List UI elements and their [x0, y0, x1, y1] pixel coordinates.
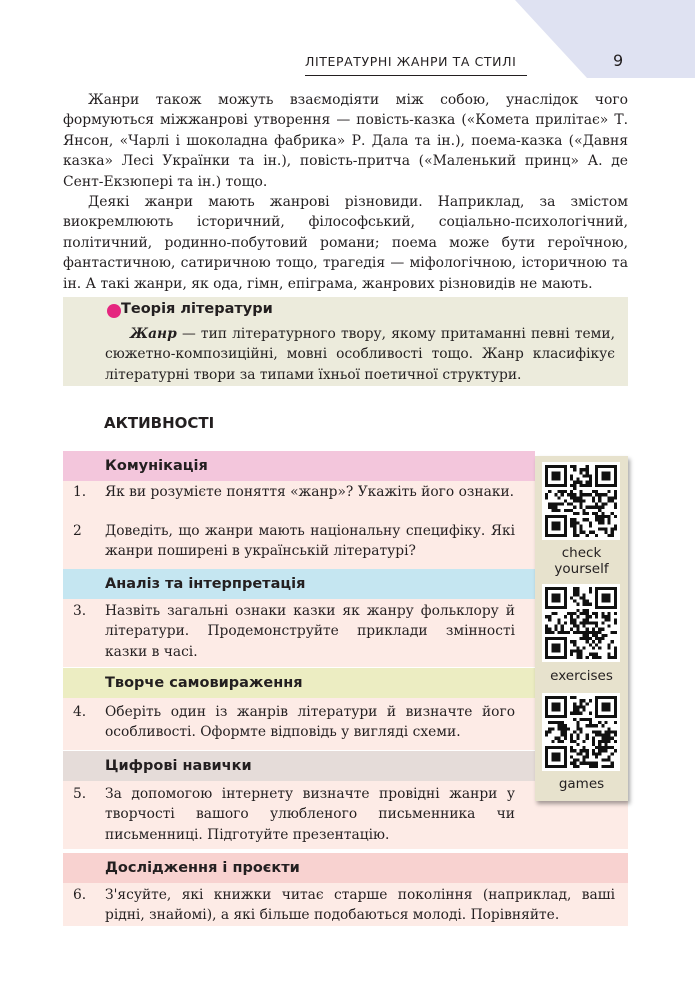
qr-label-exercises: exercises [550, 668, 613, 684]
item-text: З'ясуйте, які книжки читає старше покоління (наприклад, ваші рідні, знайомі), а які більше подобаються молоді. Порівняйте. [105, 887, 615, 924]
qr-strip [535, 456, 628, 801]
item-number: 5. [73, 786, 87, 802]
section-heading-communication: Комунікація [63, 451, 535, 481]
body-text [63, 90, 628, 294]
body-paragraph: Деякі жанри мають жанрові різновиди. Наприклад, за змістом виокремлюють історичний, філософський, соціально-психологічний, політичний, родинно-побутовий романи; поема може бути героїчною, фантастичною, сатиричною тощо, трагедія — міфологічною, історичною та ін. А такі жанри, як ода, гімн, епіграма, жанрових різновидів не мають. [63, 194, 628, 292]
section-heading-creative: Творче самовираження [63, 668, 535, 698]
list-item [63, 521, 535, 569]
qr-code-icon[interactable] [542, 584, 620, 662]
running-title: ЛІТЕРАТУРНІ ЖАНРИ ТА СТИЛІ [305, 54, 517, 69]
qr-code-icon[interactable] [542, 693, 620, 771]
item-number: 6. [73, 887, 87, 903]
theory-term: Жанр [130, 326, 177, 342]
qr-label-games: games [558, 776, 605, 792]
item-number: 3. [73, 603, 87, 619]
header-rule [305, 75, 527, 76]
item-text: Назвіть загальні ознаки казки як жанру фольклору й літератури. Продемонструйте приклади змінності казки в часі. [105, 603, 515, 660]
theory-box [63, 297, 628, 386]
item-text: Оберіть один із жанрів літератури й визначте його особливості. Оформте відповідь у вигляді схеми. [105, 704, 515, 741]
page-corner-decoration [515, 0, 695, 78]
item-text: За допомогою інтернету визначте провідні жанри у творчості вашого улюбленого письменника чи письменниці. Підготуйте презентацію. [105, 786, 515, 843]
item-number: 4. [73, 704, 87, 720]
section-heading-digital: Цифрові навички [63, 751, 535, 781]
page-number: 9 [613, 51, 624, 70]
item-text: Як ви розумієте поняття «жанр»? Укажіть його ознаки. [105, 484, 515, 500]
list-item [63, 481, 535, 521]
item-number: 1. [73, 484, 87, 500]
item-number: 2 [73, 523, 82, 539]
activities-title: АКТИВНОСТІ [104, 414, 215, 432]
section-heading-analysis: Аналіз та інтерпретація [63, 569, 535, 599]
list-item [63, 883, 628, 926]
qr-label-check-yourself: check yourself [554, 545, 609, 577]
theory-title: Теорія літератури [121, 301, 273, 317]
body-paragraph: Жанри також можуть взаємодіяти між собою, унаслідок чого формуються міжжанрові утворення — повість-казка («Комета прилітає» Т. Янсон, «Чарлі і шоколадна фабрика» Р. Дала та ін.), поема-казка («Давня казка» Лесі Українки та ін.), повість-притча («Маленький принц» А. де Сент-Екзюпері та ін.) тощо. [63, 92, 628, 190]
list-item [63, 698, 535, 750]
item-text: Доведіть, що жанри мають національну специфіку. Які жанри поширені в українській літературі? [105, 523, 515, 560]
section-heading-research: Дослідження і проєкти [63, 853, 628, 883]
list-item [63, 599, 535, 667]
qr-code-icon[interactable] [542, 462, 620, 540]
theory-definition: Жанр — тип літературного твору, якому притаманні певні теми, сюжетно-композиційні, мовні особливості тощо. Жанр класифікує літературні твори за типами їхньої поетичної структури. [105, 326, 615, 383]
